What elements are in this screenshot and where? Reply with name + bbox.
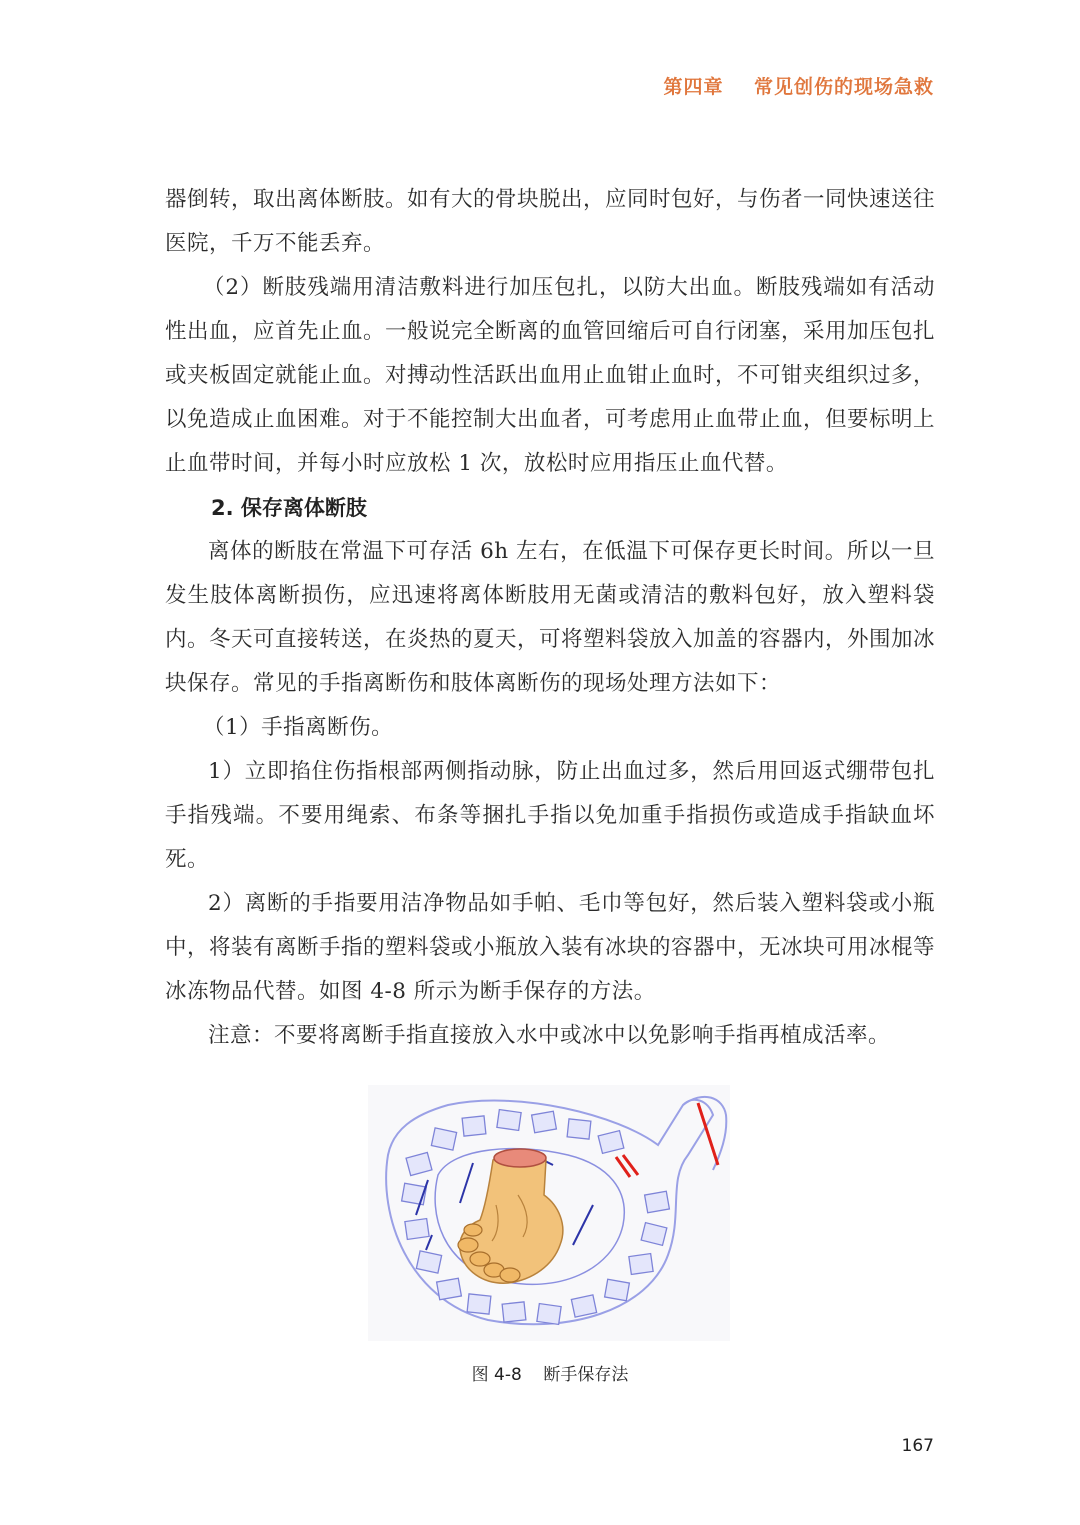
paragraph-step-1: 1）立即掐住伤指根部两侧指动脉，防止出血过多，然后用回返式绷带包扎手指残端。不要用绳索、布条等捆扎手指以免加重手指损伤或造成手指缺血坏死。 [165,759,935,872]
paragraph-preservation: 离体的断肢在常温下可存活 6h 左右，在低温下可保存更长时间。所以一旦发生肢体离断损伤，应迅速将离体断肢用无菌或清洁的敷料包好，放入塑料袋内。冬天可直接转送，在炎热的夏天，可将塑料袋放入加盖的容器内，外围加冰块保存。常见的手指离断伤和肢体离断伤的现场处理方法如下： [165,539,936,696]
paragraph-step-2: 2）离断的手指要用洁净物品如手帕、毛巾等包好，然后装入塑料袋或小瓶中，将装有离断手指的塑料袋或小瓶放入装有冰块的容器中，无冰块可用冰棍等冰冻物品代替。如图 4-8 所示为断手保存的方法。 [165,891,936,1004]
paragraph-stump-dressing: （2）断肢残端用清洁敷料进行加压包扎，以防大出血。断肢残端如有活动性出血，应首先止血。一般说完全断离的血管回缩后可自行闭塞，采用加压包扎或夹板固定就能止血。对搏动性活跃出血用止血钳止血时，不可钳夹组织过多，以免造成止血困难。对于不能控制大出血者，可考虑用止血带止血，但要标明上止血带时间，并每小时应放松 1 次，放松时应用指压止血代替。 [165,275,936,476]
page-number: 167 [901,1436,934,1456]
amputated-hand-in-ice-bag-illustration [368,1085,730,1341]
section-heading: 2. 保存离体断肢 [211,496,367,520]
paragraph-finger-amputation: （1）手指离断伤。 [203,715,394,740]
figure-amputated-hand-preservation [368,1085,730,1341]
paragraph-note: 注意：不要将离断手指直接放入水中或冰中以免影响手指再植成活率。 [208,1023,891,1048]
running-head: 第四章 常见创伤的现场急救 [663,76,934,98]
figure-caption: 图 4-8 断手保存法 [471,1365,629,1385]
paragraph-continuation: 器倒转，取出离体断肢。如有大的骨块脱出，应同时包好，与伤者一同快速送往医院，千万不能丢弃。 [165,187,936,256]
body-text [165,178,935,1058]
